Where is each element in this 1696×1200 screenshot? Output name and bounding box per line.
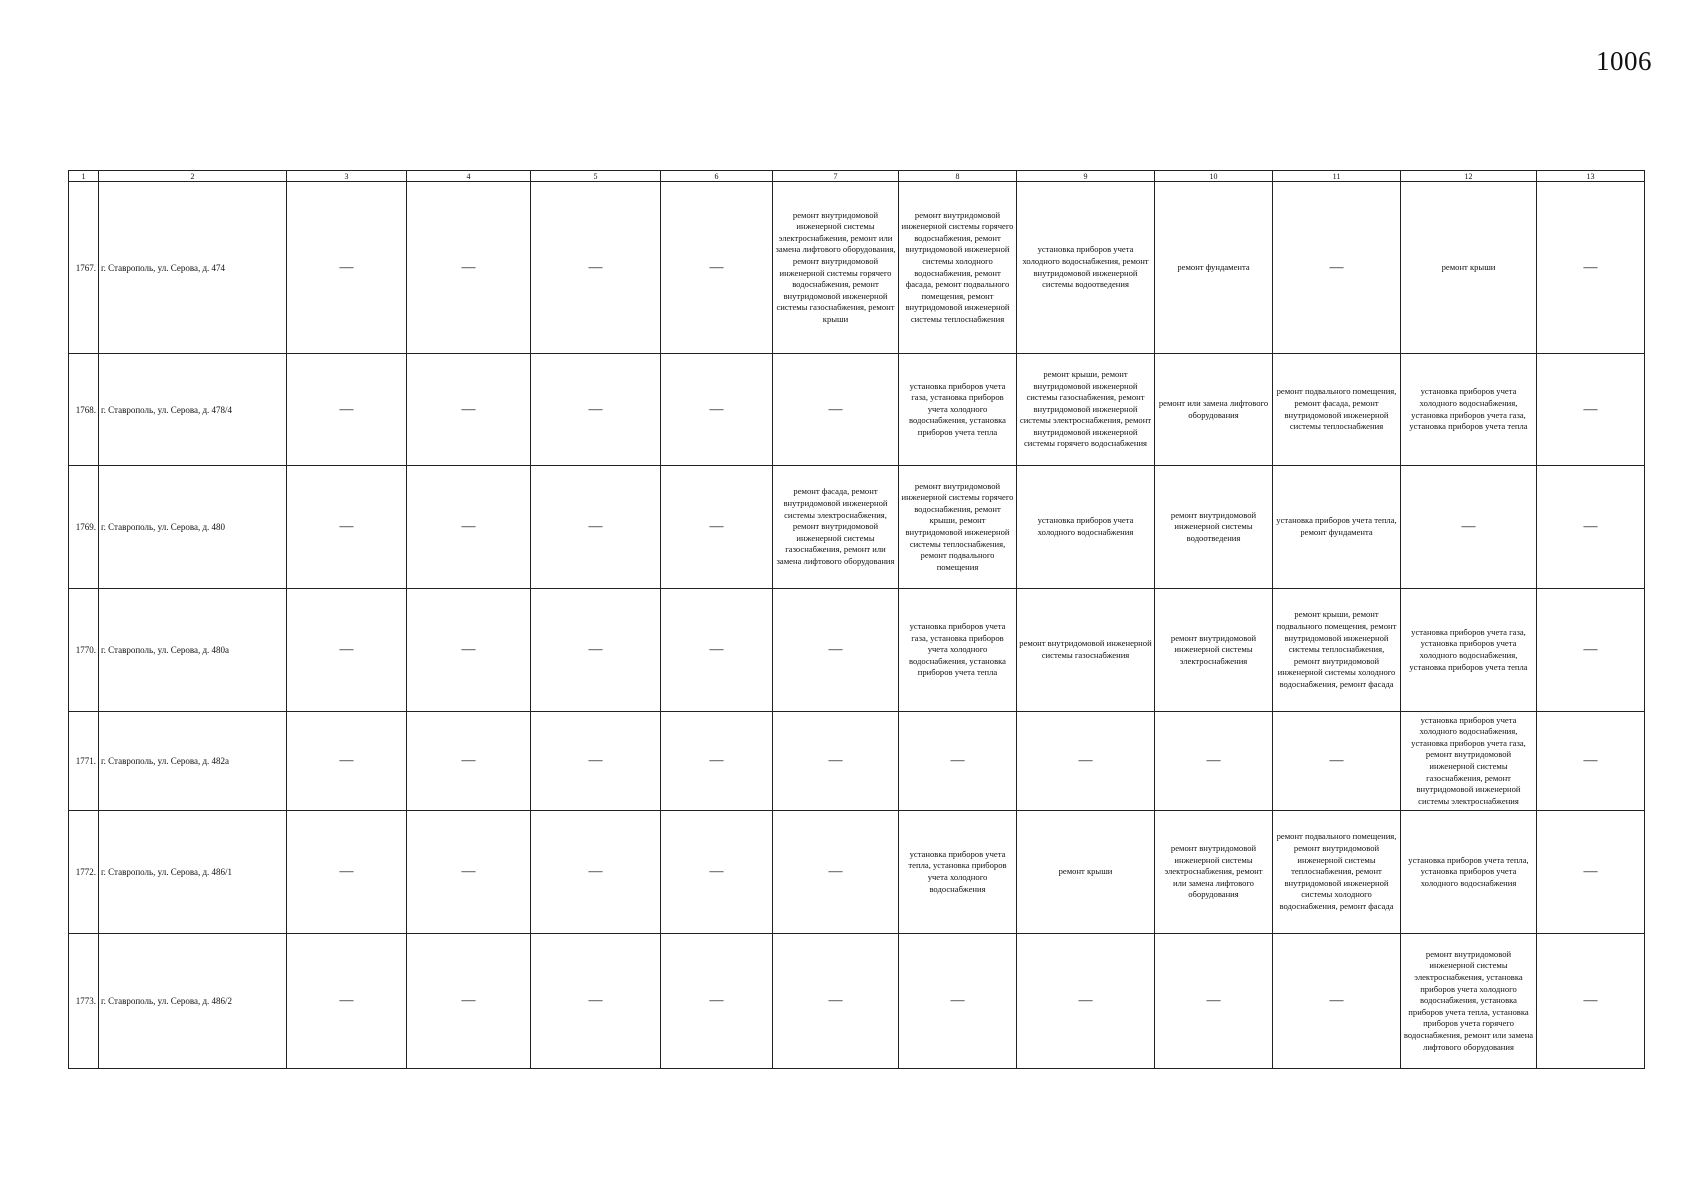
empty-cell-dash: — xyxy=(1155,712,1273,811)
empty-cell-dash: — xyxy=(661,712,773,811)
table-row xyxy=(69,712,1645,811)
empty-cell-dash: — xyxy=(661,354,773,466)
table-row xyxy=(69,182,1645,354)
empty-cell-dash: — xyxy=(287,182,407,354)
empty-cell-dash: — xyxy=(1537,589,1645,712)
empty-cell-dash: — xyxy=(1537,934,1645,1069)
empty-cell-dash: — xyxy=(287,354,407,466)
empty-cell-dash: — xyxy=(1273,182,1401,354)
column-number: 12 xyxy=(1401,171,1537,182)
work-list-cell: установка приборов учета газа, установка приборов учета холодного водоснабжения, установка приборов учета тепла xyxy=(899,589,1017,712)
address-cell: г. Ставрополь, ул. Серова, д. 480 xyxy=(99,466,287,589)
address-cell: г. Ставрополь, ул. Серова, д. 474 xyxy=(99,182,287,354)
empty-cell-dash: — xyxy=(531,466,661,589)
empty-cell-dash: — xyxy=(661,811,773,934)
empty-cell-dash: — xyxy=(407,934,531,1069)
work-list-cell: установка приборов учета холодного водоснабжения xyxy=(1017,466,1155,589)
empty-cell-dash: — xyxy=(1537,712,1645,811)
row-number: 1772. xyxy=(69,811,99,934)
work-list-cell: ремонт внутридомовой инженерной системы горячего водоснабжения, ремонт крыши, ремонт внутридомовой инженерной системы теплоснабжения, ремонт подвального помещения xyxy=(899,466,1017,589)
empty-cell-dash: — xyxy=(531,712,661,811)
address-cell: г. Ставрополь, ул. Серова, д. 480а xyxy=(99,589,287,712)
column-number-row xyxy=(69,171,1645,182)
row-number: 1770. xyxy=(69,589,99,712)
work-list-cell: ремонт внутридомовой инженерной системы электроснабжения, установка приборов учета холодного водоснабжения, установка приборов учета тепла, установка приборов учета горячего водоснабжения, ремонт или замена лифтового оборудования xyxy=(1401,934,1537,1069)
empty-cell-dash: — xyxy=(531,589,661,712)
work-list-cell: ремонт фасада, ремонт внутридомовой инженерной системы электроснабжения, ремонт внутридомовой инженерной системы газоснабжения, ремонт или замена лифтового оборудования xyxy=(773,466,899,589)
empty-cell-dash: — xyxy=(773,934,899,1069)
column-number: 6 xyxy=(661,171,773,182)
column-number: 13 xyxy=(1537,171,1645,182)
empty-cell-dash: — xyxy=(1537,182,1645,354)
empty-cell-dash: — xyxy=(773,354,899,466)
work-list-cell: ремонт крыши, ремонт внутридомовой инженерной системы газоснабжения, ремонт внутридомовой инженерной системы электроснабжения, ремонт внутридомовой инженерной системы горячего водоснабжения xyxy=(1017,354,1155,466)
work-list-cell: установка приборов учета газа, установка приборов учета холодного водоснабжения, установка приборов учета тепла xyxy=(1401,589,1537,712)
address-cell: г. Ставрополь, ул. Серова, д. 482а xyxy=(99,712,287,811)
empty-cell-dash: — xyxy=(1273,934,1401,1069)
work-list-cell: установка приборов учета газа, установка приборов учета холодного водоснабжения, установка приборов учета тепла xyxy=(899,354,1017,466)
work-list-cell: ремонт крыши xyxy=(1401,182,1537,354)
empty-cell-dash: — xyxy=(1155,934,1273,1069)
column-number: 9 xyxy=(1017,171,1155,182)
work-list-cell: установка приборов учета тепла, установка приборов учета холодного водоснабжения xyxy=(1401,811,1537,934)
empty-cell-dash: — xyxy=(661,934,773,1069)
address-cell: г. Ставрополь, ул. Серова, д. 486/2 xyxy=(99,934,287,1069)
empty-cell-dash: — xyxy=(287,589,407,712)
address-cell: г. Ставрополь, ул. Серова, д. 486/1 xyxy=(99,811,287,934)
empty-cell-dash: — xyxy=(407,466,531,589)
empty-cell-dash: — xyxy=(773,712,899,811)
row-number: 1773. xyxy=(69,934,99,1069)
table-row xyxy=(69,466,1645,589)
empty-cell-dash: — xyxy=(661,182,773,354)
row-number: 1768. xyxy=(69,354,99,466)
work-list-cell: ремонт подвального помещения, ремонт внутридомовой инженерной системы теплоснабжения, ремонт внутридомовой инженерной системы холодного водоснабжения, ремонт фасада xyxy=(1273,811,1401,934)
work-list-cell: ремонт подвального помещения, ремонт фасада, ремонт внутридомовой инженерной системы теплоснабжения xyxy=(1273,354,1401,466)
empty-cell-dash: — xyxy=(531,182,661,354)
empty-cell-dash: — xyxy=(899,712,1017,811)
empty-cell-dash: — xyxy=(407,354,531,466)
empty-cell-dash: — xyxy=(287,712,407,811)
column-number: 8 xyxy=(899,171,1017,182)
empty-cell-dash: — xyxy=(287,466,407,589)
empty-cell-dash: — xyxy=(773,811,899,934)
work-list-cell: ремонт внутридомовой инженерной системы газоснабжения xyxy=(1017,589,1155,712)
empty-cell-dash: — xyxy=(407,712,531,811)
work-list-cell: ремонт крыши, ремонт подвального помещения, ремонт внутридомовой инженерной системы теплоснабжения, ремонт внутридомовой инженерной системы холодного водоснабжения, ремонт фасада xyxy=(1273,589,1401,712)
empty-cell-dash: — xyxy=(407,182,531,354)
column-number: 11 xyxy=(1273,171,1401,182)
work-list-cell: установка приборов учета холодного водоснабжения, установка приборов учета газа, установка приборов учета тепла xyxy=(1401,354,1537,466)
row-number: 1767. xyxy=(69,182,99,354)
empty-cell-dash: — xyxy=(531,934,661,1069)
work-list-cell: ремонт внутридомовой инженерной системы электроснабжения, ремонт или замена лифтового оборудования xyxy=(1155,811,1273,934)
empty-cell-dash: — xyxy=(1537,466,1645,589)
empty-cell-dash: — xyxy=(1273,712,1401,811)
column-number: 7 xyxy=(773,171,899,182)
empty-cell-dash: — xyxy=(661,589,773,712)
empty-cell-dash: — xyxy=(899,934,1017,1069)
table-row xyxy=(69,811,1645,934)
table-body xyxy=(69,182,1645,1069)
empty-cell-dash: — xyxy=(1537,354,1645,466)
work-list-cell: ремонт внутридомовой инженерной системы горячего водоснабжения, ремонт внутридомовой инженерной системы холодного водоснабжения, ремонт фасада, ремонт подвального помещения, ремонт внутридомовой инженерной системы теплоснабжения xyxy=(899,182,1017,354)
row-number: 1771. xyxy=(69,712,99,811)
column-number: 4 xyxy=(407,171,531,182)
table-row xyxy=(69,589,1645,712)
empty-cell-dash: — xyxy=(407,589,531,712)
empty-cell-dash: — xyxy=(531,811,661,934)
empty-cell-dash: — xyxy=(661,466,773,589)
empty-cell-dash: — xyxy=(1401,466,1537,589)
empty-cell-dash: — xyxy=(531,354,661,466)
work-list-cell: ремонт внутридомовой инженерной системы электроснабжения xyxy=(1155,589,1273,712)
repair-schedule-table xyxy=(68,170,1645,1069)
work-list-cell: ремонт внутридомовой инженерной системы водоотведения xyxy=(1155,466,1273,589)
empty-cell-dash: — xyxy=(287,811,407,934)
empty-cell-dash: — xyxy=(1017,934,1155,1069)
column-number: 5 xyxy=(531,171,661,182)
table-row xyxy=(69,934,1645,1069)
row-number: 1769. xyxy=(69,466,99,589)
work-list-cell: установка приборов учета тепла, ремонт фундамента xyxy=(1273,466,1401,589)
work-list-cell: установка приборов учета тепла, установка приборов учета холодного водоснабжения xyxy=(899,811,1017,934)
column-number: 1 xyxy=(69,171,99,182)
empty-cell-dash: — xyxy=(407,811,531,934)
work-list-cell: ремонт внутридомовой инженерной системы электроснабжения, ремонт или замена лифтового оборудования, ремонт внутридомовой инженерной системы горячего водоснабжения, ремонт внутридомовой инженерной системы газоснабжения, ремонт крыши xyxy=(773,182,899,354)
empty-cell-dash: — xyxy=(1017,712,1155,811)
work-list-cell: установка приборов учета холодного водоснабжения, установка приборов учета газа, ремонт внутридомовой инженерной системы газоснабжения, ремонт внутридомовой инженерной системы электроснабжения xyxy=(1401,712,1537,811)
work-list-cell: ремонт крыши xyxy=(1017,811,1155,934)
empty-cell-dash: — xyxy=(1537,811,1645,934)
page-number: 1006 xyxy=(1596,46,1652,76)
table-row xyxy=(69,354,1645,466)
address-cell: г. Ставрополь, ул. Серова, д. 478/4 xyxy=(99,354,287,466)
work-list-cell: ремонт или замена лифтового оборудования xyxy=(1155,354,1273,466)
empty-cell-dash: — xyxy=(287,934,407,1069)
column-number: 10 xyxy=(1155,171,1273,182)
column-number: 3 xyxy=(287,171,407,182)
work-list-cell: ремонт фундамента xyxy=(1155,182,1273,354)
empty-cell-dash: — xyxy=(773,589,899,712)
work-list-cell: установка приборов учета холодного водоснабжения, ремонт внутридомовой инженерной системы водоотведения xyxy=(1017,182,1155,354)
column-number: 2 xyxy=(99,171,287,182)
